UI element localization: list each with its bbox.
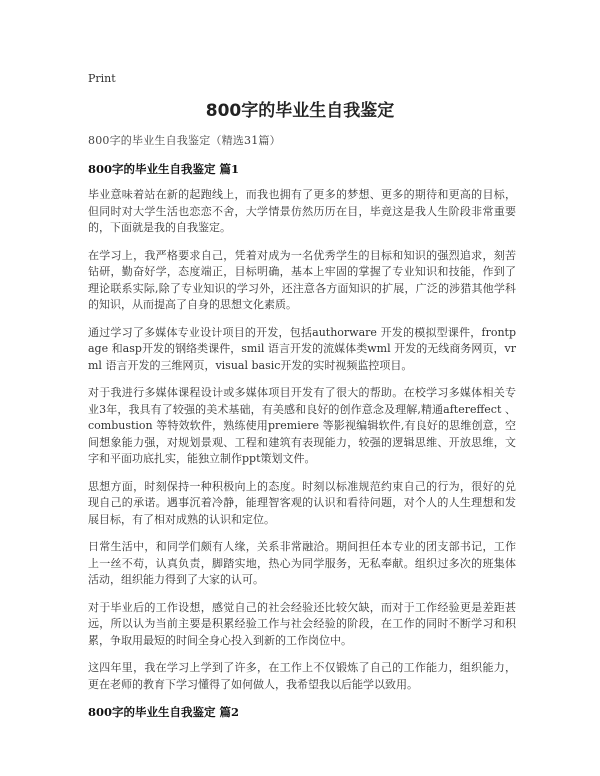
paragraph: 日常生活中，和同学们颇有人缘，关系非常融洽。期间担任本专业的团支部书记，工作上一丝不苟，认真负责，脚踏实地，热心为同学服务，无私奉献。组织过多次的班集体活动，组织能力得到了大家的认可。 [88,540,516,586]
document-body [88,133,516,730]
paragraph: 在学习上，我严格要求自己，凭着对成为一名优秀学生的目标和知识的强烈追求，刻苦钻研，勤奋好学，态度端正，目标明确，基本上牢固的掌握了专业知识和技能，作到了理论联系实际,除了专业知识的学习外，还注意各方面知识的扩展，广泛的涉猎其他学科的知识，从而提高了自身的思想文化素质。 [88,248,516,311]
section-heading-1: 800字的毕业生自我鉴定 篇1 [88,162,240,176]
section-heading-2: 800字的毕业生自我鉴定 篇2 [88,705,240,719]
paragraph: 对于我进行多媒体课程设计或多媒体项目开发有了很大的帮助。在校学习多媒体相关专业3年，我具有了较强的美术基础，有美感和良好的创作意念及理解,精通aftereffect 、combustion 等特效软件，熟练使用premiere 等影视编辑软件,有良好的思维创意，空间想象能力强，对规划景观、工程和建筑有表现能力，较强的逻辑思维、开放思维，文字和平面功底扎实，能独立制作ppt策划文件。 [88,386,516,465]
document-subtitle: 800字的毕业生自我鉴定（精选31篇） [88,134,281,147]
page-title: 800字的毕业生自我鉴定 [205,101,395,121]
paragraph: 毕业意味着站在新的起跑线上，而我也拥有了更多的梦想、更多的期待和更高的目标，但同时对大学生活也恋恋不舍，大学情景仿然历历在目，毕竟这是我人生阶段非常重要的，下面就是我的自我鉴定。 [88,188,516,234]
print-link[interactable]: Print [88,72,116,85]
paragraph: 对于毕业后的工作设想，感觉自己的社会经验还比较欠缺，而对于工作经验更是差距甚远，所以认为当前主要是积累经验工作与社会经验的阶段，在工作的同时不断学习和积累，争取用最短的时间全身心投入到新的工作岗位中。 [88,600,516,647]
paragraph: 通过学习了多媒体专业设计项目的开发，包括authorware 开发的模拟型课件，frontpage 和asp开发的钢络类课件，smil 语言开发的流媒体类wml 开发的无线商务网页，vrml 语言开发的三维网页，visual basic开发的实时视频监控项目。 [88,325,516,372]
paragraph: 思想方面，时刻保持一种积极向上的态度。时刻以标准规范约束自己的行为，很好的兑现自己的承诺。遇事沉着冷静，能理智客观的认识和看待问题，对个人的人生理想和发展目标，有了相对成熟的认识和定位。 [88,479,516,526]
paragraph: 这四年里，我在学习上学到了许多，在工作上不仅锻炼了自己的工作能力，组织能力，更在老师的教育下学习懂得了如何做人，我希望我以后能学以致用。 [88,661,516,691]
